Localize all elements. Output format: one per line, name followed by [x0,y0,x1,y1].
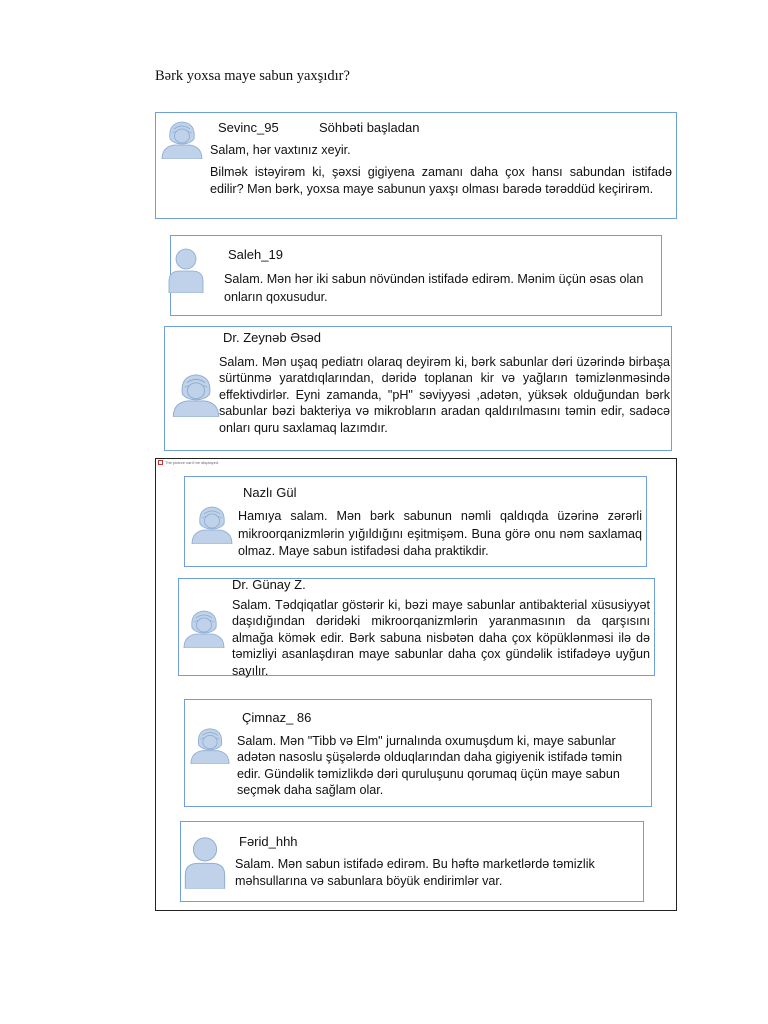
post-ferid [180,821,644,902]
post-username: Saleh_19 [228,247,283,262]
missing-image-placeholder: The picture can't be displayed. [158,460,219,465]
post-paragraph: Hamıya salam. Mən bərk sabunun nəmli qaldıqda üzərinə zərərli mikroorqanizmlərin yığıldığını eşitmişəm. Buna görə onu nəm saxlamaq olmaz. Maye sabun istifadəsi daha praktikdir. [238,509,642,558]
page-title: Bərk yoxsa maye sabun yaxşıdır? [155,68,350,84]
female-avatar-icon [171,367,221,419]
post-paragraph: Salam, hər vaxtınız xeyir. [210,143,351,157]
post-saleh [170,235,662,316]
post-dr-zeyneb [164,326,672,451]
post-text [224,270,648,306]
post-username: Dr. Günay Z. [232,577,306,592]
post-username: Dr. Zeynəb Əsəd [223,330,321,345]
post-text [219,354,670,436]
female-avatar-icon [182,603,226,651]
male-avatar-icon [167,245,205,293]
post-cimnaz [184,699,652,807]
post-text [235,856,639,890]
post-paragraph: Salam. Mən uşaq pediatrı olaraq deyirəm ki, bərk sabunlar dəri üzərində birbaşa sürtünmə yaratdıqlarından, dəridə toplanan kir və yağların təmizlənməsində effektivdirlər. Eyni zamanda, "pH" səviyyəsi ,adətən, yüksək olduğundan bərk sabunlar bəzi bakteriya və mikrobların aradan qaldırılmasını təmin edir, sadəcə onları quru saxlamaq lazımdır. [219,355,670,435]
female-avatar-icon [189,718,231,770]
post-paragraph: Salam. Mən sabun istifadə edirəm. Bu həftə marketlərdə təmizlik məhsullarına və sabunlara böyük endirimlər var. [235,857,595,888]
female-avatar-icon [160,117,204,159]
post-paragraph: Bilmək istəyirəm ki, şəxsi gigiyena zamanı daha çox hansı sabundan istifadə edilir? Mən bərk, yoxsa maye sabunun yaxşı olması barədə tərəddüd keçirirəm. [210,165,672,196]
post-dr-gunay [178,578,655,676]
post-text [232,597,650,679]
thread-starter-tag: Söhbəti başladan [319,120,420,135]
post-username: Çimnaz_ 86 [242,710,312,725]
broken-image-icon [158,460,163,465]
post-username: Fərid_hhh [239,834,298,849]
post-paragraph: Salam. Mən "Tibb və Elm" jurnalında oxumuşdum ki, maye sabunlar adətən nasoslu şüşələrdə olduqlarından daha gigiyenik istifadə təmin edir. Gündəlik təmizlikdə dəri quruluşunu qorumaq üçün maye sabun seçmək daha sağlam olar. [237,734,623,798]
post-paragraph: Salam. Tədqiqatlar göstərir ki, bəzi maye sabunlar antibakterial xüsusiyyət daşıdığından dəridəki mikroorqanizmlərin yaranmasının da qarşısını almağa kömək edir. Bərk sabuna nisbətən daha çox köpüklənməsi ilə də təmizliyi asanlaşdıran maye sabunlar daha çox gündəlik istifadəyə uyğun sayılır. [232,598,650,678]
post-paragraph: Salam. Mən hər iki sabun növündən istifadə edirəm. Mənim üçün əsas olan onların qoxusudur. [224,272,644,304]
post-text [238,508,642,561]
post-username: Nazlı Gül [243,485,297,500]
post-username: Sevinc_95 [218,120,279,135]
post-sevinc [155,112,677,219]
post-nazli [184,476,647,567]
female-avatar-icon [190,501,234,545]
post-text [210,142,672,197]
post-text [237,733,649,799]
male-avatar-icon [183,832,227,890]
